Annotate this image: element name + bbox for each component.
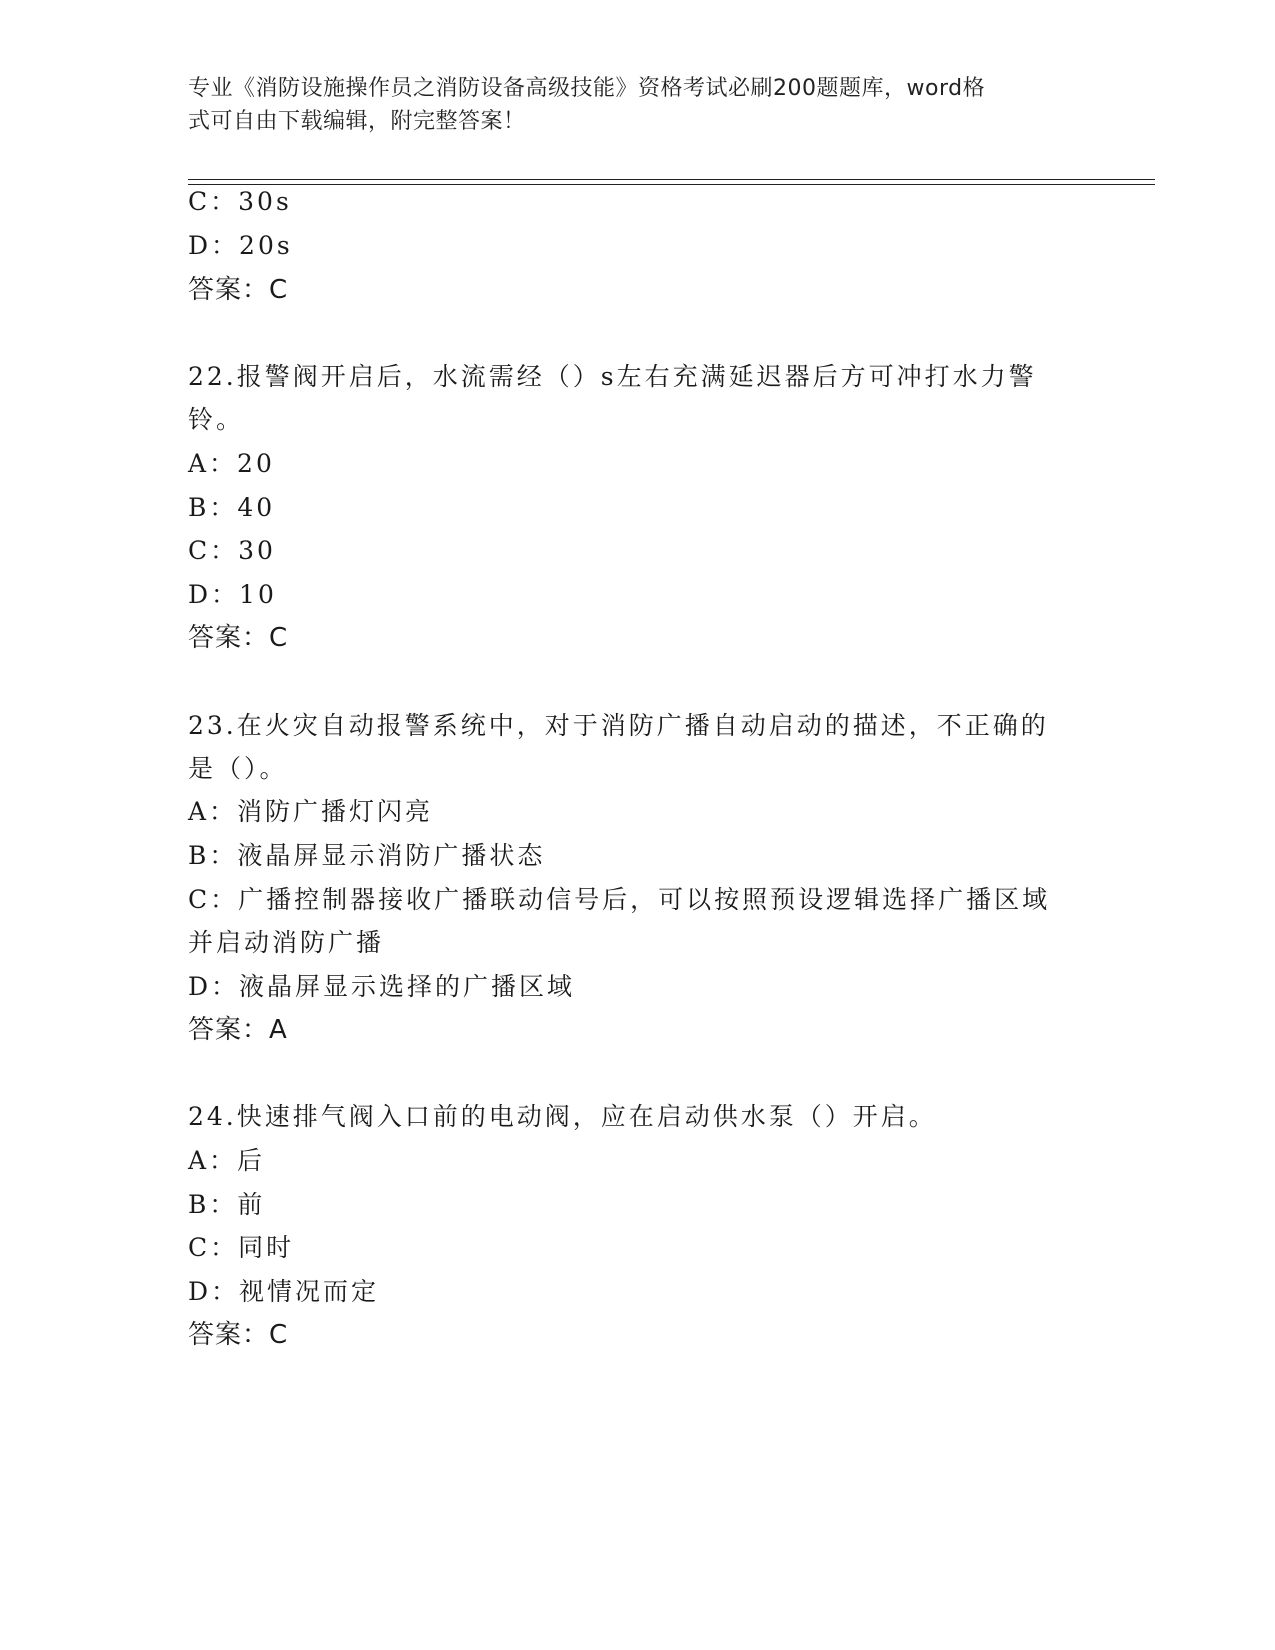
q24-option-a: A：后 [188, 1146, 266, 1175]
q22-stem-line-2: 铃。 [188, 405, 245, 434]
q22-option-a: A：20 [188, 449, 275, 478]
prev-option-d: D：20s [188, 231, 293, 260]
q24-option-d: D：视情况而定 [188, 1277, 380, 1306]
q23-stem-line-2: 是（）。 [188, 754, 288, 783]
header-divider-top [188, 179, 1155, 180]
header-title-line-1: 专业《消防设施操作员之消防设备高级技能》资格考试必刷200题题库，word格 [188, 76, 986, 101]
prev-option-c: C：30s [188, 187, 292, 216]
q22-option-b: B：40 [188, 493, 276, 522]
q23-option-d: D：液晶屏显示选择的广播区域 [188, 972, 576, 1001]
q23-option-b: B：液晶屏显示消防广播状态 [188, 841, 546, 870]
q22-stem-line-1: 22.报警阀开启后，水流需经（）s左右充满延迟器后方可冲打水力警 [188, 362, 1037, 391]
q24-option-c: C：同时 [188, 1233, 295, 1262]
q23-option-c-line-2: 并启动消防广播 [188, 928, 385, 957]
q23-answer: 答案：A [188, 1015, 288, 1045]
q22-answer: 答案：C [188, 623, 289, 653]
q24-option-b: B：前 [188, 1190, 266, 1219]
document-header [188, 72, 1068, 138]
q23-stem-line-1: 23.在火灾自动报警系统中，对于消防广播自动启动的描述，不正确的 [188, 711, 1049, 740]
q24-answer: 答案：C [188, 1320, 289, 1350]
q24-stem-line-1: 24.快速排气阀入口前的电动阀，应在启动供水泵（）开启。 [188, 1102, 937, 1131]
q23-option-c-line-1: C：广播控制器接收广播联动信号后，可以按照预设逻辑选择广播区域 [188, 885, 1051, 914]
q23-option-a: A：消防广播灯闪亮 [188, 797, 434, 826]
header-title-line-2: 式可自由下载编辑，附完整答案！ [188, 109, 526, 134]
header-divider-bottom [188, 184, 1155, 185]
prev-answer: 答案：C [188, 275, 289, 305]
q22-option-d: D：10 [188, 580, 277, 609]
q22-option-c: C：30 [188, 536, 276, 565]
